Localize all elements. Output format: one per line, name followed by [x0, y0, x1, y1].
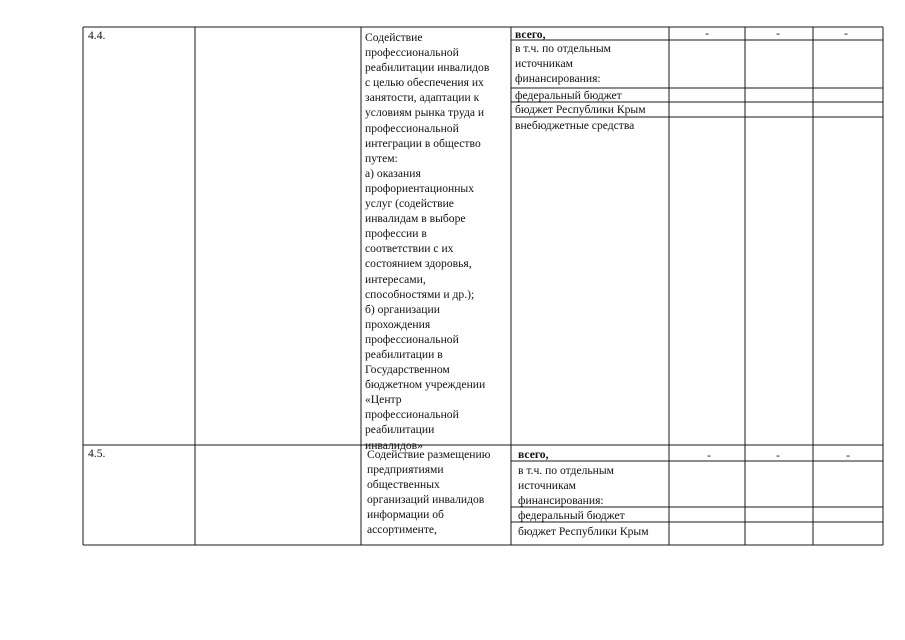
- row-description: [367, 447, 507, 538]
- desc-line: профориентационных: [365, 181, 475, 195]
- source-total: всего,: [518, 448, 549, 461]
- desc-line: реабилитации в: [365, 347, 443, 361]
- desc-line: предприятиями: [367, 463, 444, 477]
- desc-line: б) организации: [365, 302, 440, 316]
- source-republic: бюджет Республики Крым: [515, 103, 646, 116]
- desc-line: профессиональной: [365, 121, 459, 135]
- value-cell: -: [846, 449, 850, 462]
- source-line: финансирования:: [518, 494, 604, 507]
- source-line: финансирования:: [515, 72, 601, 85]
- row-number: 4.4.: [88, 29, 106, 42]
- desc-line: ассортименте,: [367, 523, 437, 537]
- value-cell: -: [705, 27, 709, 40]
- desc-line: занятости, адаптации к: [365, 91, 480, 105]
- value-cell: -: [776, 449, 780, 462]
- value-cell: -: [844, 27, 848, 40]
- row-description: [365, 30, 505, 453]
- source-extra: внебюджетные средства: [515, 119, 635, 132]
- desc-line: реабилитации инвалидов: [365, 61, 490, 75]
- desc-line: профессии в: [365, 227, 427, 241]
- desc-line: организаций инвалидов: [367, 493, 485, 507]
- source-federal: федеральный бюджет: [518, 509, 625, 522]
- desc-line: состоянием здоровья,: [365, 257, 472, 271]
- source-federal: федеральный бюджет: [515, 89, 622, 102]
- desc-line: Государственном: [365, 363, 450, 377]
- desc-line: условиям рынка труда и: [365, 106, 485, 120]
- desc-line: общественных: [367, 478, 440, 492]
- source-line: в т.ч. по отдельным: [515, 42, 611, 55]
- row-number: 4.5.: [88, 447, 106, 460]
- desc-line: с целью обеспечения их: [365, 76, 484, 90]
- value-cell: -: [707, 449, 711, 462]
- desc-line: а) оказания: [365, 166, 421, 180]
- desc-line: инвалидам в выборе: [365, 212, 466, 226]
- desc-line: бюджетном учреждении: [365, 378, 486, 392]
- desc-line: профессиональной: [365, 46, 459, 60]
- desc-line: Содействие размещению: [367, 448, 491, 461]
- desc-line: профессиональной: [365, 332, 459, 346]
- desc-line: соответствии с их: [365, 242, 454, 256]
- desc-line: способностями и др.);: [365, 287, 475, 301]
- desc-line: информации об: [367, 508, 444, 522]
- source-by-sources: [518, 463, 614, 508]
- value-cell: -: [776, 27, 780, 40]
- source-line: в т.ч. по отдельным: [518, 464, 614, 477]
- desc-line: интеграции в обществo: [365, 136, 481, 150]
- source-total: всего,: [515, 28, 546, 41]
- desc-line: Содействие: [365, 31, 423, 44]
- source-line: источникам: [518, 479, 576, 492]
- desc-line: путем:: [365, 151, 398, 165]
- desc-line: «Центр: [365, 393, 402, 407]
- source-republic: бюджет Республики Крым: [518, 525, 649, 538]
- desc-line: интересами,: [365, 272, 426, 286]
- source-line: источникам: [515, 57, 573, 70]
- source-by-sources: [515, 41, 611, 86]
- desc-line: инвалидов»: [365, 438, 423, 452]
- desc-line: профессиональной: [365, 408, 459, 422]
- desc-line: реабилитации: [365, 423, 435, 437]
- desc-line: услуг (содействие: [365, 197, 454, 211]
- desc-line: прохождения: [365, 317, 431, 331]
